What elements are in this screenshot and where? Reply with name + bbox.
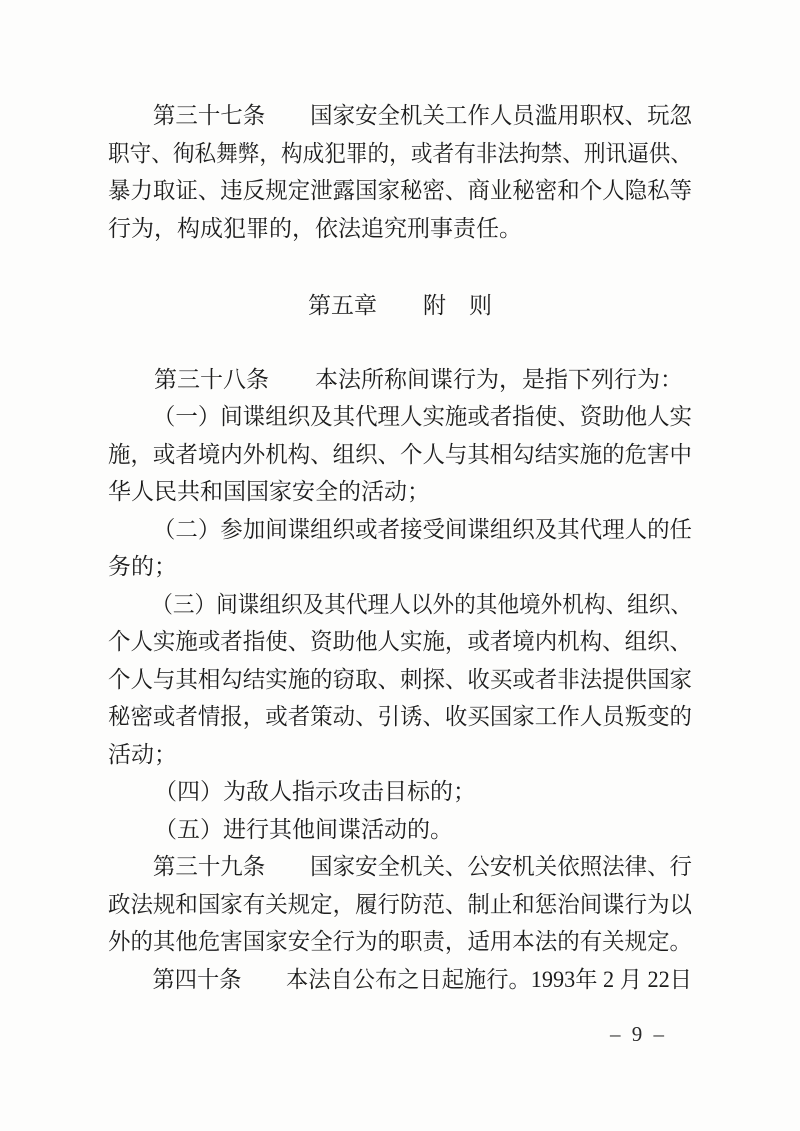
article-40-line-0: 第四十条 本法自公布之日起施行。1993年 2 月 22日 bbox=[152, 966, 692, 992]
item-3-line-0: （三）间谍组织及其代理人以外的其他境外机构、组织、 bbox=[151, 591, 692, 617]
item-4-line-0: （四）为敌人指示攻击目标的； bbox=[154, 779, 476, 804]
item-3-line-1: 个人实施或者指使、资助他人实施，或者境内机构、组织、 bbox=[108, 629, 692, 654]
chapter-5-title: 第五章 附 则 bbox=[308, 293, 492, 318]
item-3-line-2: 个人与其相勾结实施的窃取、刺探、收买或者非法提供国家 bbox=[108, 666, 692, 692]
article-39 bbox=[108, 848, 692, 961]
chapter-5-heading bbox=[108, 287, 692, 325]
article-39-line-0: 第三十九条 国家安全机关、公安机关依照法律、行 bbox=[152, 854, 692, 879]
article-38-item-5 bbox=[108, 811, 692, 849]
article-40 bbox=[108, 961, 692, 999]
article-38-item-3 bbox=[108, 586, 692, 774]
item-3-line-3: 秘密或者情报，或者策动、引诱、收买国家工作人员叛变的 bbox=[108, 704, 692, 729]
item-1-line-0: （一）间谍组织及其代理人实施或者指使、资助他人实 bbox=[152, 404, 692, 429]
item-2-line-0: （二）参加间谍组织或者接受间谍组织及其代理人的任 bbox=[152, 516, 692, 542]
item-1-line-2: 华人民共和国国家安全的活动； bbox=[108, 479, 430, 504]
article-38-item-1 bbox=[108, 398, 692, 511]
page-number: – 9 – bbox=[610, 1022, 667, 1046]
article-38-item-2 bbox=[108, 511, 692, 586]
article-39-line-1: 政法规和国家有关规定，履行防范、制止和惩治间谍行为以 bbox=[108, 891, 692, 917]
article-39-line-2: 外的其他危害国家安全行为的职责，适用本法的有关规定。 bbox=[108, 929, 692, 954]
item-1-line-1: 施，或者境内外机构、组织、个人与其相勾结实施的危害中 bbox=[108, 441, 692, 467]
article-37-line-0: 第三十七条 国家安全机关工作人员滥用职权、玩忽 bbox=[152, 103, 692, 128]
article-37-line-1: 职守、徇私舞弊，构成犯罪的，或者有非法拘禁、刑讯逼供、 bbox=[108, 140, 692, 166]
article-37-line-3: 行为，构成犯罪的，依法追究刑事责任。 bbox=[108, 215, 522, 241]
article-37 bbox=[108, 97, 692, 247]
law-text-block bbox=[108, 97, 692, 998]
article-38-line-0: 第三十八条 本法所称间谍行为，是指下列行为： bbox=[154, 366, 683, 392]
item-2-line-1: 务的； bbox=[108, 554, 177, 579]
item-3-line-4: 活动； bbox=[108, 741, 177, 767]
item-5-line-0: （五）进行其他间谍活动的。 bbox=[154, 816, 453, 842]
article-37-line-2: 暴力取证、违反规定泄露国家秘密、商业秘密和个人隐私等 bbox=[108, 178, 692, 203]
article-38 bbox=[108, 361, 692, 399]
article-38-item-4 bbox=[108, 773, 692, 811]
